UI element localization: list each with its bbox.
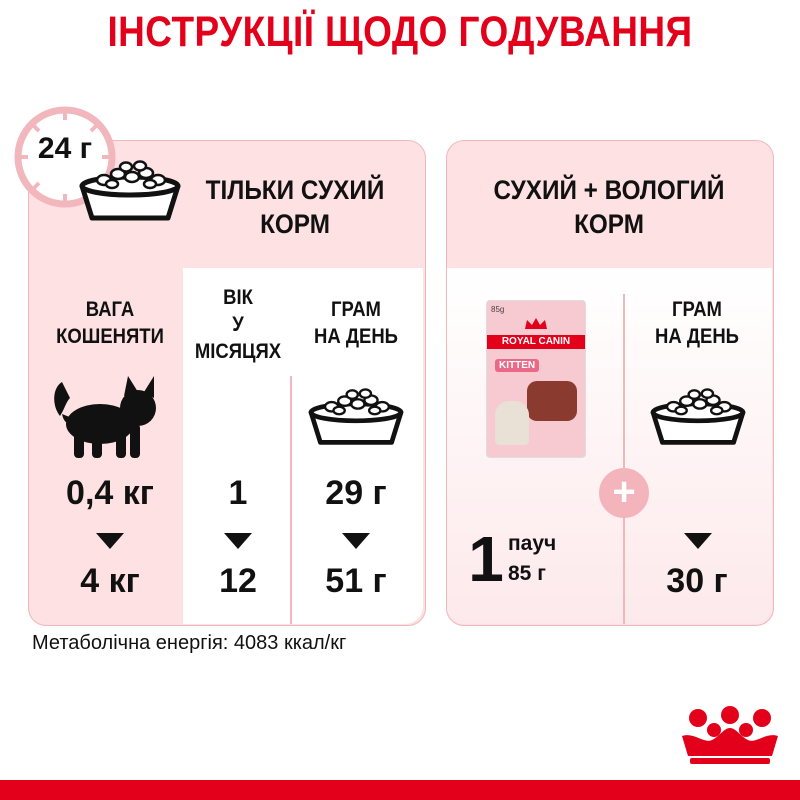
- food-bowl-icon: [646, 388, 750, 448]
- age-months-header: ВІК У МІСЯЦЯХ: [194, 286, 282, 363]
- grams-value: 30 г: [666, 562, 728, 600]
- crown-icon: [523, 317, 549, 331]
- weight-to-value: 4 кг: [80, 562, 140, 600]
- pouch-unit: пауч: [508, 532, 557, 555]
- pouch-food-photo: [527, 381, 577, 421]
- kitten-silhouette-icon: [48, 374, 166, 460]
- weight-from-value: 0,4 кг: [66, 474, 154, 512]
- food-bowl-icon: [76, 160, 184, 224]
- grams-to-value: 51 г: [325, 562, 387, 600]
- column-divider: [623, 294, 625, 624]
- plus-icon: +: [599, 468, 649, 518]
- food-bowl-icon: [304, 388, 408, 448]
- dry-only-header-line1: ТІЛЬКИ СУХИЙ: [205, 175, 385, 205]
- scoop-label: 24 г: [37, 132, 93, 165]
- dry-only-header-line2: КОРМ: [260, 209, 330, 239]
- kitten-pouch-image: [486, 300, 586, 458]
- page-title: ІНСТРУКЦІЇ ЩОДО ГОДУВАННЯ: [107, 8, 693, 56]
- pouch-weight: 85 г: [508, 562, 546, 585]
- metabolic-energy-note: Метаболічна енергія: 4083 ккал/кг: [32, 632, 347, 654]
- dry-wet-header-line1: СУХИЙ + ВОЛОГИЙ: [493, 175, 725, 205]
- kitten-weight-header: ВАГА КОШЕНЯТИ: [56, 298, 164, 348]
- pouch-weight-tag: 85g: [491, 305, 505, 314]
- down-arrow-icon: [224, 533, 252, 549]
- royal-canin-crown-logo: [676, 706, 784, 766]
- column-divider: [290, 376, 292, 624]
- age-to-value: 12: [219, 562, 257, 600]
- pouch-count: 1: [468, 523, 504, 595]
- down-arrow-icon: [96, 533, 124, 549]
- age-from-value: 1: [228, 474, 248, 512]
- bottom-brand-bar: [0, 780, 800, 800]
- grams-from-value: 29 г: [325, 474, 387, 512]
- down-arrow-icon: [684, 533, 712, 549]
- pouch-brand: ROYAL CANIN: [487, 335, 585, 349]
- pouch-kitten-photo: [495, 401, 529, 445]
- down-arrow-icon: [342, 533, 370, 549]
- dry-wet-header-line2: КОРМ: [574, 209, 644, 239]
- grams-per-day-header: ГРАМ НА ДЕНЬ: [314, 298, 398, 348]
- pouch-variant: KITTEN: [495, 359, 539, 372]
- grams-per-day-header: ГРАМ НА ДЕНЬ: [655, 298, 739, 348]
